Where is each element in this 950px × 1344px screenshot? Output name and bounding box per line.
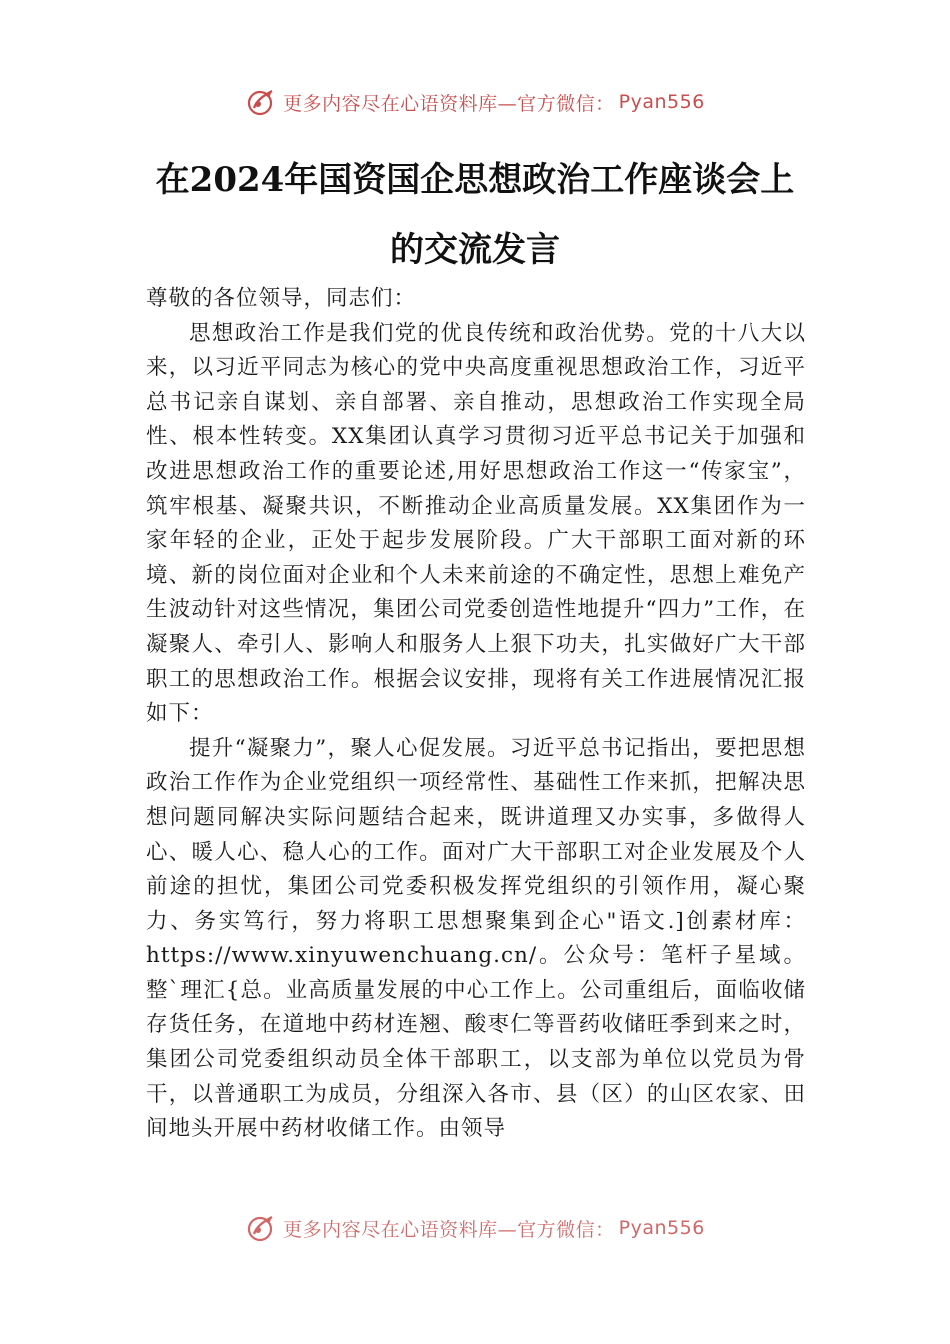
watermark-text: 更多内容尽在心语资料库—官方微信： (283, 1218, 615, 1241)
logo-icon (245, 1212, 277, 1244)
watermark-text: 更多内容尽在心语资料库—官方微信： (283, 92, 615, 115)
document-title-line-1: 在2024年国资国企思想政治工作座谈会上 (155, 160, 795, 200)
watermark-wechat-id: Pyan556 (618, 1217, 705, 1239)
salutation: 尊敬的各位领导，同志们： (146, 286, 417, 311)
document-title-line-2: 的交流发言 (390, 230, 560, 270)
watermark-wechat-id: Pyan556 (618, 91, 705, 113)
logo-icon (245, 86, 277, 118)
paragraph-cohesion: 提升“凝聚力”，聚人心促发展。习近平总书记指出，要把思想政治工作作为企业党组织一项经常性、基础性工作来抓，把解决思想问题同解决实际问题结合起来，既讲道理又办实事，多做得人心、暖人心、稳人心的工作。面对广大干部职工对企业发展及个人前途的担忧，集团公司党委积极发挥党组织的引领作用，凝心聚力、务实笃行，努力将职工思想聚集到企心"语文.]创素材库：https://www.xinyuwenchuang.cn/。公众号：笔杆子星域。整`理汇{总。业高质量发展的中心工作上。公司重组后，面临收储存货任务，在道地中药材连翘、酸枣仁等晋药收储旺季到来之时，集团公司党委组织动员全体干部职工，以支部为单位以党员为骨干，以普通职工为成员，分组深入各市、县（区）的山区农家、田间地头开展中药材收储工作。由领导 (146, 735, 806, 1142)
paragraph-intro: 思想政治工作是我们党的优良传统和政治优势。党的十八大以来，以习近平同志为核心的党中央高度重视思想政治工作，习近平总书记亲自谋划、亲自部署、亲自推动，思想政治工作实现全局性、根本性转变。XX集团认真学习贯彻习近平总书记关于加强和改进思想政治工作的重要论述,用好思想政治工作这一“传家宝”，筑牢根基、凝聚共识，不断推动企业高质量发展。XX集团作为一家年轻的企业，正处于起步发展阶段。广大干部职工面对新的环境、新的岗位面对企业和个人未来前途的不确定性，思想上难免产生波动针对这些情况，集团公司党委创造性地提升“四力”工作，在凝聚人、牵引人、影响人和服务人上狠下功夫，扎实做好广大干部职工的思想政治工作。根据会议安排，现将有关工作进展情况汇报如下： (146, 320, 806, 727)
watermark-header (0, 84, 950, 120)
watermark-footer (0, 1210, 950, 1246)
document-body (146, 282, 806, 1147)
